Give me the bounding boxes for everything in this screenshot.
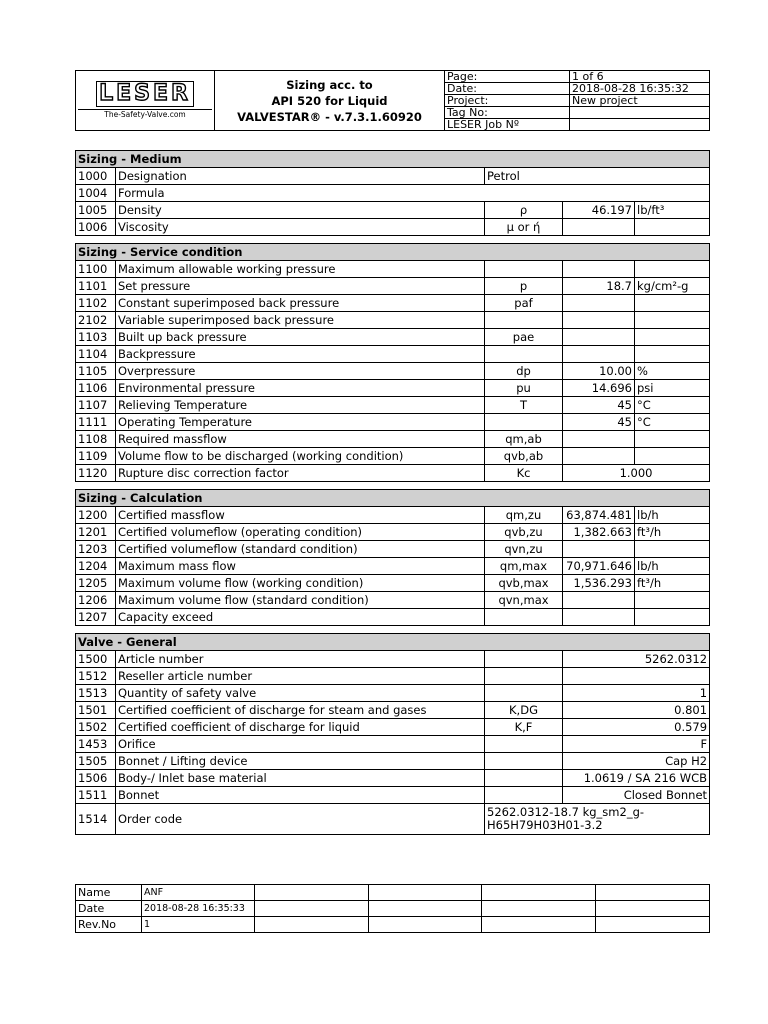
row-label: Rupture disc correction factor [116,465,485,482]
row-code: 1204 [76,558,116,575]
revision-empty-cell [596,885,710,901]
row-symbol: ρ [485,202,563,219]
table-row [76,261,710,278]
row-value [563,431,635,448]
table-row [76,592,710,609]
document-title [215,71,445,131]
row-value [563,592,635,609]
table-row [76,558,710,575]
row-symbol: K,F [485,719,563,736]
row-code: 1205 [76,575,116,592]
title-line-3: VALVESTAR® - v.7.3.1.60920 [237,109,422,124]
title-line-2: API 520 for Liquid [271,93,388,108]
row-symbol: pae [485,329,563,346]
table-row [76,185,710,202]
row-label: Backpressure [116,346,485,363]
row-value: 5262.0312 [563,651,710,668]
row-code: 1206 [76,592,116,609]
row-unit [635,261,710,278]
row-label: Overpressure [116,363,485,380]
table-row [76,363,710,380]
row-code: 1000 [76,168,116,185]
row-symbol: pu [485,380,563,397]
row-unit: % [635,363,710,380]
table-row [76,431,710,448]
table-row [76,524,710,541]
row-label: Order code [116,804,485,835]
row-label: Maximum mass flow [116,558,485,575]
header-label-date: Date: [445,83,570,95]
row-label: Built up back pressure [116,329,485,346]
revision-label: Name [76,885,142,901]
row-label: Viscosity [116,219,485,236]
row-unit [635,541,710,558]
row-code: 1111 [76,414,116,431]
row-value: 0.579 [563,719,710,736]
row-label: Volume flow to be discharged (working condition) [116,448,485,465]
row-value: 45 [563,414,635,431]
table-row [76,346,710,363]
row-label: Environmental pressure [116,380,485,397]
row-symbol [485,414,563,431]
row-unit: lb/h [635,558,710,575]
row-label: Certified massflow [116,507,485,524]
row-unit: lb/h [635,507,710,524]
row-code: 1106 [76,380,116,397]
row-label: Orifice [116,736,485,753]
section-header [76,634,710,651]
revision-row [76,901,710,917]
section-title-medium: Sizing - Medium [76,151,710,168]
section-title-calculation: Sizing - Calculation [76,490,710,507]
table-row [76,736,710,753]
row-value: 0.801 [563,702,710,719]
table-row [76,609,710,626]
row-symbol [485,668,563,685]
table-row [76,295,710,312]
row-unit [635,295,710,312]
row-code: 1207 [76,609,116,626]
revision-empty-cell [369,885,482,901]
row-code: 1201 [76,524,116,541]
revision-empty-cell [596,917,710,933]
row-unit: °C [635,414,710,431]
row-code: 1100 [76,261,116,278]
row-label: Designation [116,168,485,185]
section-spacer [76,626,710,634]
row-code: 1102 [76,295,116,312]
header-label-tag: Tag No: [445,107,570,119]
row-label: Required massflow [116,431,485,448]
row-value [563,448,635,465]
row-label: Density [116,202,485,219]
row-value: 18.7 [563,278,635,295]
logo-cell [76,71,215,131]
row-symbol: qvb,ab [485,448,563,465]
row-symbol [485,346,563,363]
section-title-service: Sizing - Service condition [76,244,710,261]
row-value: Closed Bonnet [563,787,710,804]
row-value [563,261,635,278]
header-value-job [570,119,710,131]
logo-text: LESER [96,81,194,107]
row-label: Capacity exceed [116,609,485,626]
row-code: 1511 [76,787,116,804]
revision-label: Rev.No [76,917,142,933]
row-symbol [485,685,563,702]
table-row [76,465,710,482]
row-label: Constant superimposed back pressure [116,295,485,312]
table-row [76,329,710,346]
revision-row [76,885,710,901]
table-row [76,397,710,414]
sizing-table [75,150,710,835]
row-symbol [485,312,563,329]
row-symbol: T [485,397,563,414]
table-row [76,278,710,295]
revision-empty-cell [255,885,369,901]
row-code: 1005 [76,202,116,219]
section-title-valve: Valve - General [76,634,710,651]
row-label: Reseller article number [116,668,485,685]
row-symbol [485,787,563,804]
row-code: 1101 [76,278,116,295]
table-row [76,507,710,524]
logo-subtitle: The-Safety-Valve.com [78,109,212,120]
row-value [563,219,635,236]
row-symbol: qvb,zu [485,524,563,541]
header-label-page: Page: [445,71,570,83]
row-label: Bonnet [116,787,485,804]
row-symbol: qm,ab [485,431,563,448]
row-value: Cap H2 [563,753,710,770]
row-unit: psi [635,380,710,397]
row-value [563,609,635,626]
header-value-date: 2018-08-28 16:35:32 [570,83,710,95]
row-label: Maximum volume flow (standard condition) [116,592,485,609]
header-value-tag [570,107,710,119]
revision-empty-cell [255,917,369,933]
revision-empty-cell [596,901,710,917]
table-row [76,702,710,719]
table-row [76,651,710,668]
table-row [76,770,710,787]
revision-table [75,884,710,933]
row-value: 63,874.481 [563,507,635,524]
row-label: Maximum volume flow (working condition) [116,575,485,592]
row-label: Certified coefficient of discharge for liquid [116,719,485,736]
row-label: Relieving Temperature [116,397,485,414]
row-code: 1109 [76,448,116,465]
row-symbol: K,DG [485,702,563,719]
row-code: 1104 [76,346,116,363]
row-value: 1 [563,685,710,702]
table-row [76,804,710,835]
row-unit: lb/ft³ [635,202,710,219]
row-unit: kg/cm²-g [635,278,710,295]
row-symbol: μ or ή [485,219,563,236]
row-symbol: qm,max [485,558,563,575]
table-row [76,753,710,770]
row-unit: ft³/h [635,575,710,592]
table-row [76,575,710,592]
row-label: Certified volumeflow (operating condition) [116,524,485,541]
row-unit [635,609,710,626]
row-value [563,312,635,329]
row-code: 1108 [76,431,116,448]
row-unit [635,219,710,236]
row-unit: °C [635,397,710,414]
header-value-page: 1 of 6 [570,71,710,83]
row-value [563,295,635,312]
row-code: 1004 [76,185,116,202]
table-row [76,685,710,702]
row-unit [635,312,710,329]
table-row [76,541,710,558]
row-code: 1500 [76,651,116,668]
revision-empty-cell [369,901,482,917]
header-label-project: Project: [445,95,570,107]
row-code: 1514 [76,804,116,835]
row-label: Certified volumeflow (standard condition) [116,541,485,558]
row-value: 70,971.646 [563,558,635,575]
row-code: 1513 [76,685,116,702]
leser-logo [78,81,212,120]
row-label: Maximum allowable working pressure [116,261,485,278]
row-unit [635,431,710,448]
row-label: Operating Temperature [116,414,485,431]
row-symbol: qvn,max [485,592,563,609]
row-code: 1103 [76,329,116,346]
row-unit [635,346,710,363]
section-spacer [76,482,710,490]
row-value: 1,536.293 [563,575,635,592]
row-symbol: p [485,278,563,295]
row-label: Bonnet / Lifting device [116,753,485,770]
revision-empty-cell [255,901,369,917]
revision-empty-cell [482,917,596,933]
row-unit [635,329,710,346]
revision-row [76,917,710,933]
row-label: Article number [116,651,485,668]
row-unit [635,592,710,609]
section-header [76,244,710,261]
row-code: 1203 [76,541,116,558]
row-label: Quantity of safety valve [116,685,485,702]
table-row [76,202,710,219]
table-row [76,168,710,185]
row-symbol [485,609,563,626]
row-label: Formula [116,185,710,202]
section-spacer [76,236,710,244]
table-row [76,719,710,736]
row-value: 1.0619 / SA 216 WCB [563,770,710,787]
row-code: 1512 [76,668,116,685]
document-header [75,70,710,131]
table-row [76,787,710,804]
revision-empty-cell [482,901,596,917]
row-code: 1107 [76,397,116,414]
row-value: F [563,736,710,753]
row-value [563,541,635,558]
row-value [563,329,635,346]
section-header [76,490,710,507]
row-value: 5262.0312-18.7 kg_sm2_g-H65H79H03H01-3.2 [485,804,710,835]
row-value: 14.696 [563,380,635,397]
row-symbol: qvb,max [485,575,563,592]
row-symbol [485,770,563,787]
table-row [76,219,710,236]
row-code: 1200 [76,507,116,524]
row-code: 1502 [76,719,116,736]
row-symbol [485,261,563,278]
row-value [563,346,635,363]
section-header [76,151,710,168]
row-value: Petrol [485,168,710,185]
table-row [76,448,710,465]
revision-empty-cell [482,885,596,901]
revision-value: 1 [142,917,255,933]
row-unit [635,448,710,465]
row-symbol [485,753,563,770]
header-value-project: New project [570,95,710,107]
header-label-job: LESER Job Nº [445,119,570,131]
row-code: 1505 [76,753,116,770]
row-label: Certified coefficient of discharge for steam and gases [116,702,485,719]
row-symbol: paf [485,295,563,312]
row-symbol: Kc [485,465,563,482]
row-code: 1453 [76,736,116,753]
row-code: 2102 [76,312,116,329]
row-value: 1,382.663 [563,524,635,541]
row-unit: ft³/h [635,524,710,541]
row-symbol [485,736,563,753]
revision-value: ANF [142,885,255,901]
table-row [76,380,710,397]
table-row [76,414,710,431]
revision-value: 2018-08-28 16:35:33 [142,901,255,917]
table-row [76,668,710,685]
row-code: 1120 [76,465,116,482]
row-label: Set pressure [116,278,485,295]
row-value: 46.197 [563,202,635,219]
revision-empty-cell [369,917,482,933]
table-row [76,312,710,329]
row-value: 45 [563,397,635,414]
row-code: 1506 [76,770,116,787]
row-code: 1105 [76,363,116,380]
row-code: 1501 [76,702,116,719]
row-label: Variable superimposed back pressure [116,312,485,329]
row-value [563,668,710,685]
row-symbol: qvn,zu [485,541,563,558]
row-symbol: qm,zu [485,507,563,524]
row-symbol [485,651,563,668]
title-line-1: Sizing acc. to [286,77,373,92]
row-label: Body-/ Inlet base material [116,770,485,787]
row-symbol: dp [485,363,563,380]
revision-label: Date [76,901,142,917]
row-code: 1006 [76,219,116,236]
row-value: 10.00 [563,363,635,380]
row-value: 1.000 [563,465,710,482]
